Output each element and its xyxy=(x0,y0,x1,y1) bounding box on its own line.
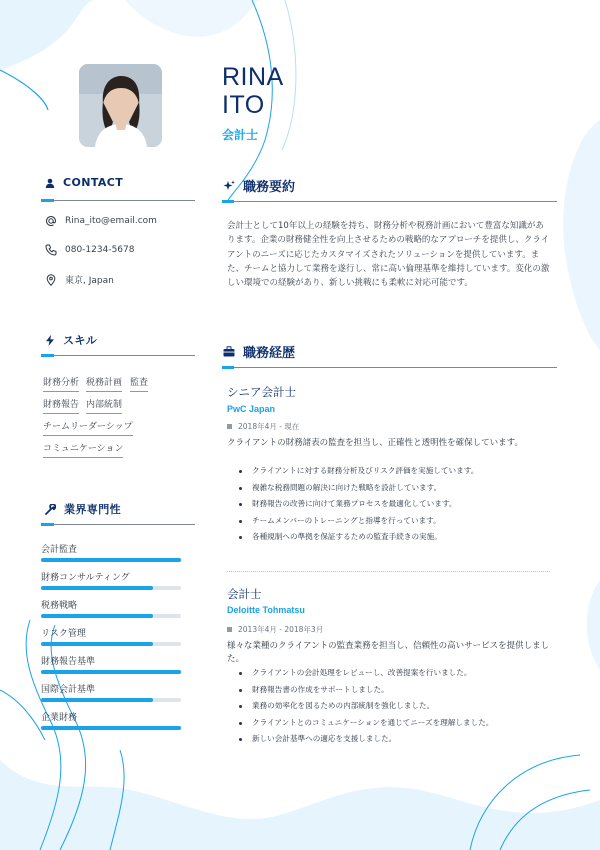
expertise-title: 業界専門性 xyxy=(64,503,121,516)
job-title: シニア会計士 xyxy=(227,385,296,399)
expertise-label: 税務戦略 xyxy=(41,601,78,611)
summary-heading xyxy=(223,176,295,195)
contact-rule xyxy=(41,200,195,201)
expertise-bar xyxy=(41,670,181,674)
full-name xyxy=(222,63,284,119)
skill-tag: チームリーダーシップ xyxy=(43,419,133,436)
expertise-label: 会計監査 xyxy=(41,545,78,555)
company-name: Deloitte Tohmatsu xyxy=(227,605,305,615)
job-bullet: クライアントとのコミュニケーションを通じてニーズを理解しました。 xyxy=(238,715,493,732)
calendar-icon xyxy=(227,627,232,632)
job-role: 会計士 xyxy=(222,128,259,142)
skill-tag: 内部統制 xyxy=(86,397,122,414)
contact-phone-row xyxy=(45,244,134,256)
expertise-bar xyxy=(41,558,181,562)
contact-email[interactable]: Rina_ito@email.com xyxy=(65,216,157,226)
lightning-icon xyxy=(45,335,55,346)
job-dates-text: 2013年4月 - 2018年3月 xyxy=(238,625,324,634)
summary-title: 職務要約 xyxy=(243,180,296,195)
map-pin-icon xyxy=(45,274,57,286)
job-bullet: 業務の効率化を図るための内部統制を強化しました。 xyxy=(238,698,493,715)
summary-rule xyxy=(222,201,557,202)
expertise-label: リスク管理 xyxy=(41,629,86,639)
summary-text: 会計士として10年以上の経験を持ち、財務分析や税務計画において豊富な知識があります。企業の財務健全性を向上させるための戦略的なアプローチを提供し、クライアントのニーズに応じたカスタマイズされたソリューションを提供しています。また、チームと協力して業務を遂行し、常に高い倫理基準を維持しています。変化の激しい環境での経験があり、新しい挑戦にも柔軟に対応可能です。 xyxy=(227,221,550,289)
expertise-label: 企業財務 xyxy=(41,713,78,723)
job-dates xyxy=(227,421,299,432)
job-bullet: クライアントに対する財務分析及びリスク評価を実施しています。 xyxy=(238,463,478,480)
job-bullet: 財務報告の改善に向けて業務プロセスを最適化しています。 xyxy=(238,496,478,513)
expertise-label: 財務報告基準 xyxy=(41,657,96,667)
expertise-bar xyxy=(41,642,181,646)
sparkle-icon xyxy=(223,180,235,192)
expertise-bar-fill xyxy=(41,726,181,730)
profile-photo xyxy=(79,64,162,147)
briefcase-icon xyxy=(223,346,235,357)
at-sign-icon xyxy=(45,215,57,227)
expertise-bar xyxy=(41,698,181,702)
wrench-icon xyxy=(45,504,56,515)
expertise-bar xyxy=(41,726,181,730)
contact-heading xyxy=(45,176,123,189)
phone-icon xyxy=(45,244,57,256)
expertise-rule xyxy=(41,524,195,525)
person-icon xyxy=(45,178,55,188)
job-bullet: クライアントの会計処理をレビューし、改善提案を行いました。 xyxy=(238,665,493,682)
skill-tag: 財務分析 xyxy=(43,375,79,392)
job-bullets xyxy=(238,665,493,748)
expertise-bar-fill xyxy=(41,614,153,618)
skills-title: スキル xyxy=(63,334,98,347)
company-name: PwC Japan xyxy=(227,404,276,414)
calendar-icon xyxy=(227,424,232,429)
job-bullets xyxy=(238,463,478,546)
first-name: RINA xyxy=(222,63,284,91)
experience-title: 職務経歴 xyxy=(243,346,296,361)
contact-title: CONTACT xyxy=(63,176,124,189)
job-bullet: 新しい会計基準への適応を支援しました。 xyxy=(238,731,493,748)
job-dates xyxy=(227,624,323,635)
contact-location: 東京, Japan xyxy=(65,276,114,286)
job-bullet: 財務報告書の作成をサポートしました。 xyxy=(238,682,493,699)
expertise-heading xyxy=(45,501,121,517)
expertise-label: 財務コンサルティング xyxy=(41,573,130,583)
contact-location-row xyxy=(45,273,114,286)
job-description: クライアントの財務諸表の監査を担当し、正確性と透明性を確保しています。 xyxy=(227,438,523,448)
job-dates-text: 2018年4月 - 現在 xyxy=(238,422,300,431)
skills-rule xyxy=(41,355,195,356)
skill-tag: 財務報告 xyxy=(43,397,79,414)
job-description: 様々な業種のクライアントの監査業務を担当し、信頼性の高いサービスを提供しました。 xyxy=(227,641,550,664)
expertise-bar-fill xyxy=(41,558,181,562)
expertise-bar-fill xyxy=(41,698,153,702)
contact-email-row xyxy=(45,215,157,227)
expertise-bar xyxy=(41,586,181,590)
job-bullet: チームメンバーのトレーニングと指導を行っています。 xyxy=(238,513,478,530)
expertise-label: 国際会計基準 xyxy=(41,685,96,695)
skill-tag: 監査 xyxy=(130,375,148,392)
expertise-bar-fill xyxy=(41,642,153,646)
skill-tag: 税務計画 xyxy=(86,375,122,392)
expertise-bar xyxy=(41,614,181,618)
experience-heading xyxy=(223,342,295,361)
contact-phone[interactable]: 080-1234-5678 xyxy=(65,245,135,255)
skill-tag: コミュニケーション xyxy=(43,441,123,458)
job-bullet: 複雑な税務問題の解決に向けた戦略を設計しています。 xyxy=(238,480,478,497)
job-bullet: 各種規制への準拠を保証するための監査手続きの実施。 xyxy=(238,529,478,546)
job-divider xyxy=(227,571,550,572)
skills-heading xyxy=(45,332,97,348)
last-name: ITO xyxy=(222,91,265,119)
expertise-bar-fill xyxy=(41,586,153,590)
experience-rule xyxy=(222,367,557,368)
job-title: 会計士 xyxy=(227,587,262,601)
expertise-bar-fill xyxy=(41,670,181,674)
